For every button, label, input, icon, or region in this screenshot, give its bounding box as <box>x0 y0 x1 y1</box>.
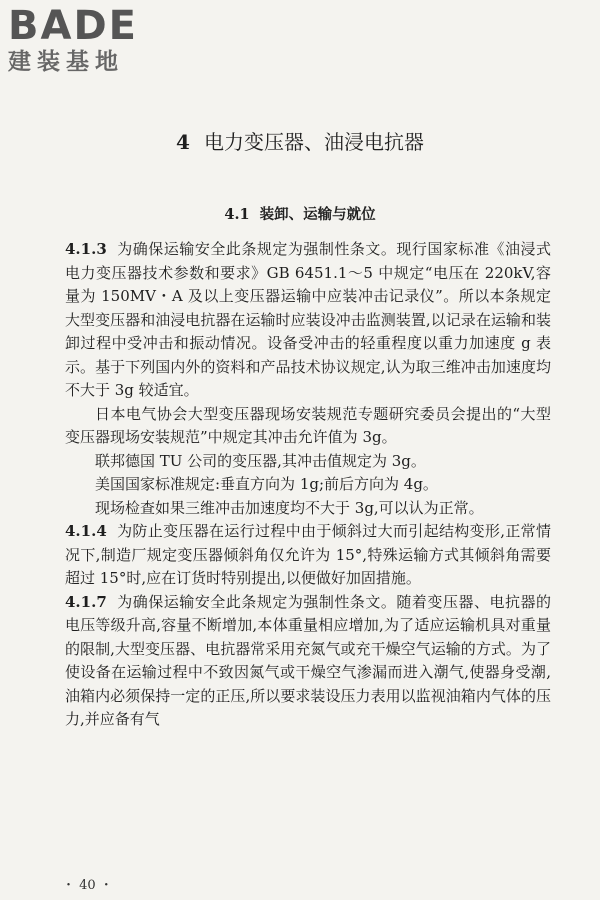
clause-number: 4.1.4 <box>65 522 107 540</box>
clause-number: 4.1.3 <box>65 240 107 258</box>
paragraph-usa-standard: 美国国家标准规定:垂直方向为 1g;前后方向为 4g。 <box>95 475 438 493</box>
clause-number: 4.1.7 <box>65 592 107 611</box>
clause-text: 为确保运输安全此条规定为强制性条文。现行国家标准《油浸式电力变压器技术参数和要求》GB 6451.1～5 中规定“电压在 220kV,容量为 150MV・A 及以上变压器运输中应装冲击记录仪”。所以本条规定大型变压器和油浸电抗器在运输时应装设冲击监测装置,以记录在运输和装卸过程中受冲击和振动情况。设备受冲击的轻重程度以重力加速度 g 表示。基于下列国内外的资料和产品技术协议规定,认为取三维冲击加速度均不大于 3g 较适宜。 <box>65 240 551 399</box>
chapter-title <box>0 128 600 156</box>
body-text <box>65 238 551 732</box>
paragraph-germany-standard: 联邦德国 TU 公司的变压器,其冲击值规定为 3g。 <box>95 451 426 470</box>
clause-4-1-4 <box>65 520 551 591</box>
clause-4-1-7 <box>65 591 551 732</box>
logo-subtitle: 建装基地 <box>8 49 124 75</box>
paragraph-site-check: 现场检查如果三维冲击加速度均不大于 3g,可以认为正常。 <box>95 498 484 517</box>
section-title <box>0 205 600 225</box>
clause-text: 为确保运输安全此条规定为强制性条文。随着变压器、电抗器的电压等级升高,容量不断增加,本体重量相应增加,为了适应运输机具对重量的限制,大型变压器、电抗器常采用充氮气或充干燥空气运输的方式。为了使设备在运输过程中不致因氮气或干燥空气渗漏而进入潮气,使器身受潮,油箱内必须保持一定的正压,所以要求装设压力表用以监视油箱内气体的压力,并应备有气 <box>65 592 551 728</box>
chapter-title-text: 电力变压器、油浸电抗器 <box>203 130 424 154</box>
logo-title: BADE <box>8 3 138 49</box>
section-number: 4.1 <box>224 206 250 223</box>
chapter-number: 4 <box>176 130 190 154</box>
page-number: ・ 40 ・ <box>62 878 113 893</box>
paragraph-japan-standard: 日本电气协会大型变压器现场安装规范专题研究委员会提出的“大型变压器现场安装规范”中规定其冲击允许值为 3g。 <box>65 404 551 446</box>
clause-4-1-3 <box>65 238 551 403</box>
clause-text: 为防止变压器在运行过程中由于倾斜过大而引起结构变形,正常情况下,制造厂规定变压器倾斜角仅允许为 15°,特殊运输方式其倾斜角需要超过 15°时,应在订货时特别提出,以便做好加固措施。 <box>65 522 551 587</box>
section-title-text: 装卸、运输与就位 <box>259 206 376 223</box>
site-logo <box>8 4 178 76</box>
